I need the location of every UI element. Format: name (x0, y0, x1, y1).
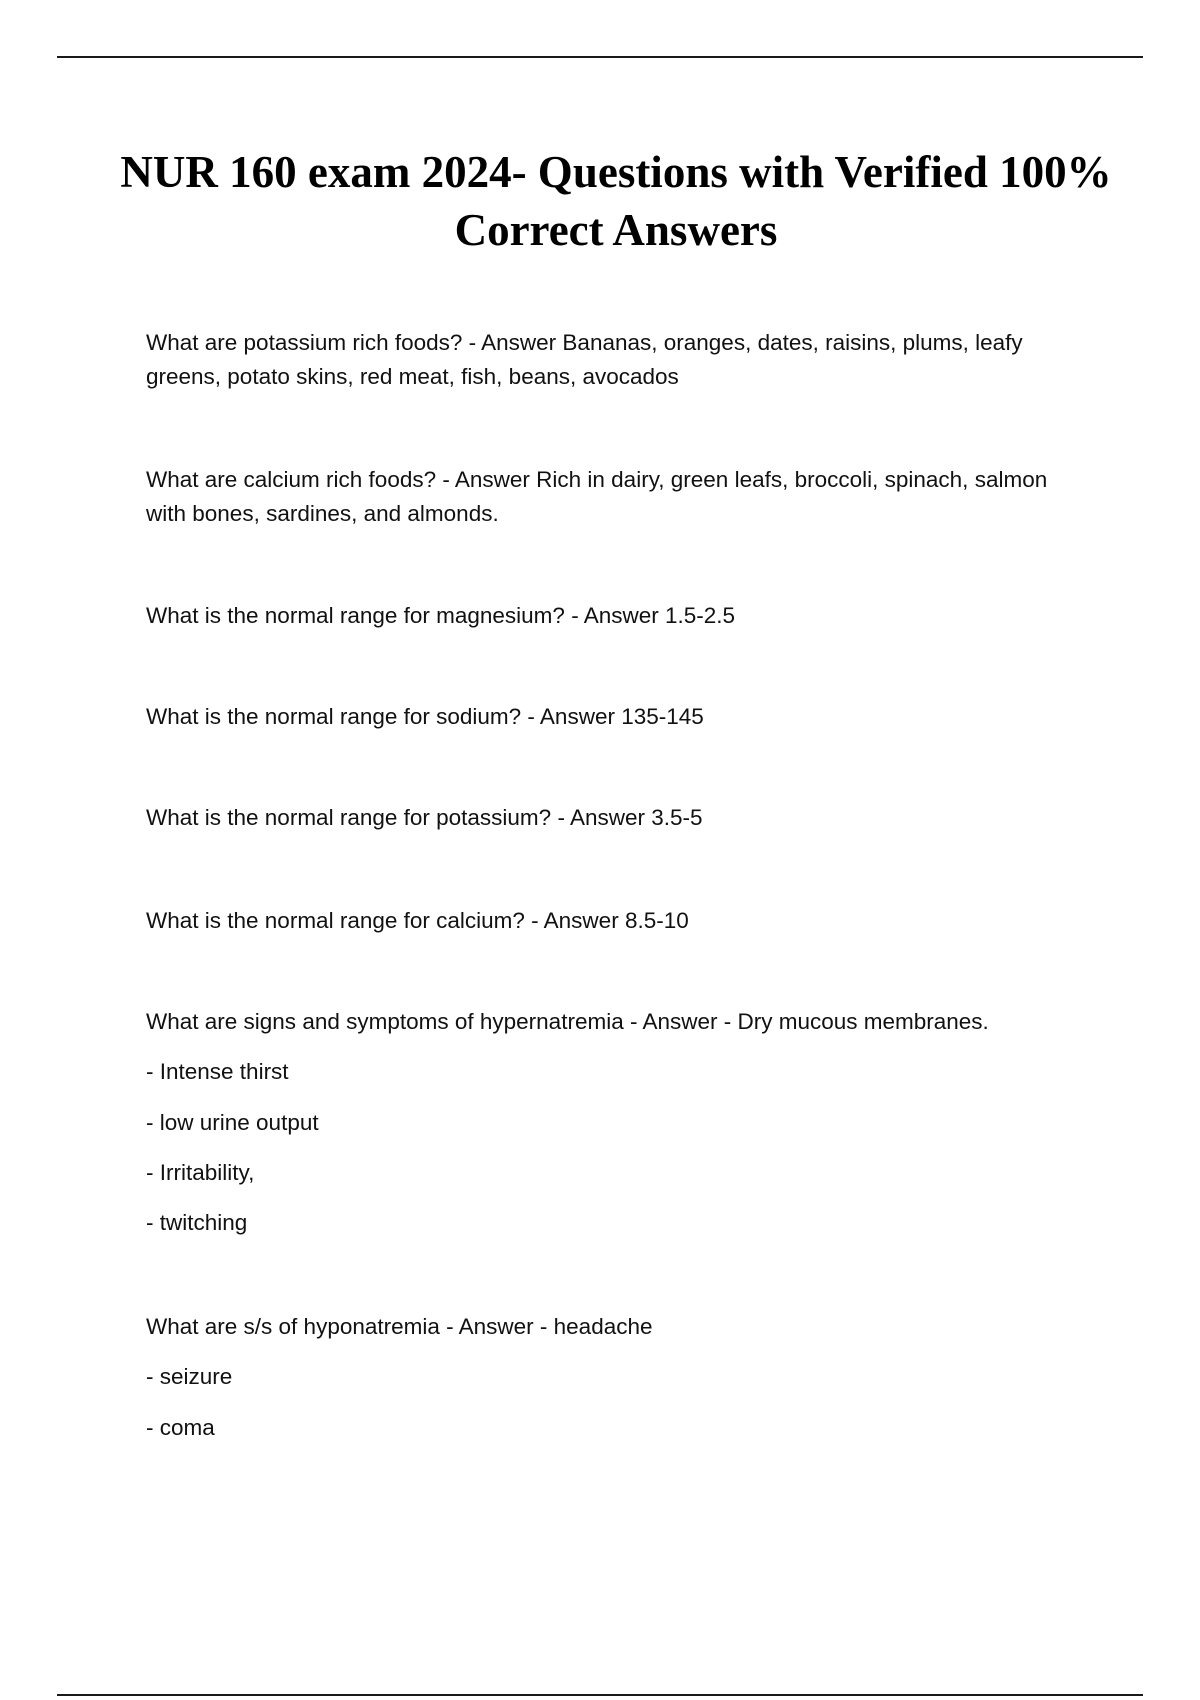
list-item: - coma (146, 1415, 215, 1440)
qa-item-sodium-range: What is the normal range for sodium? - Answer 135-145 (146, 704, 704, 729)
top-rule (57, 56, 1143, 58)
qa-item-calcium-range: What is the normal range for calcium? - Answer 8.5-10 (146, 908, 689, 933)
bottom-rule (57, 1694, 1143, 1696)
qa-item-hyponatremia: What are s/s of hyponatremia - Answer - headache (146, 1314, 653, 1339)
qa-item-magnesium-range: What is the normal range for magnesium? - Answer 1.5-2.5 (146, 603, 736, 628)
qa-item-calcium-foods: What are calcium rich foods? - Answer Rich in dairy, green leafs, broccoli, spinach, salmon with bones, sardines, and almonds. (146, 467, 1048, 526)
qa-item-potassium-range: What is the normal range for potassium? - Answer 3.5-5 (146, 805, 703, 830)
list-item: - twitching (146, 1210, 248, 1235)
qa-item-potassium-foods: What are potassium rich foods? - Answer Bananas, oranges, dates, raisins, plums, leafy greens, potato skins, red meat, fish, beans, avocados (146, 330, 1023, 389)
list-item: - Irritability, (146, 1160, 255, 1185)
list-item: - Intense thirst (146, 1059, 289, 1084)
list-item: - seizure (146, 1364, 233, 1389)
list-item: - low urine output (146, 1110, 319, 1135)
document-title: NUR 160 exam 2024- Questions with Verified 100% Correct Answers (120, 147, 1112, 255)
qa-item-hypernatremia: What are signs and symptoms of hypernatremia - Answer - Dry mucous membranes. (146, 1009, 989, 1034)
